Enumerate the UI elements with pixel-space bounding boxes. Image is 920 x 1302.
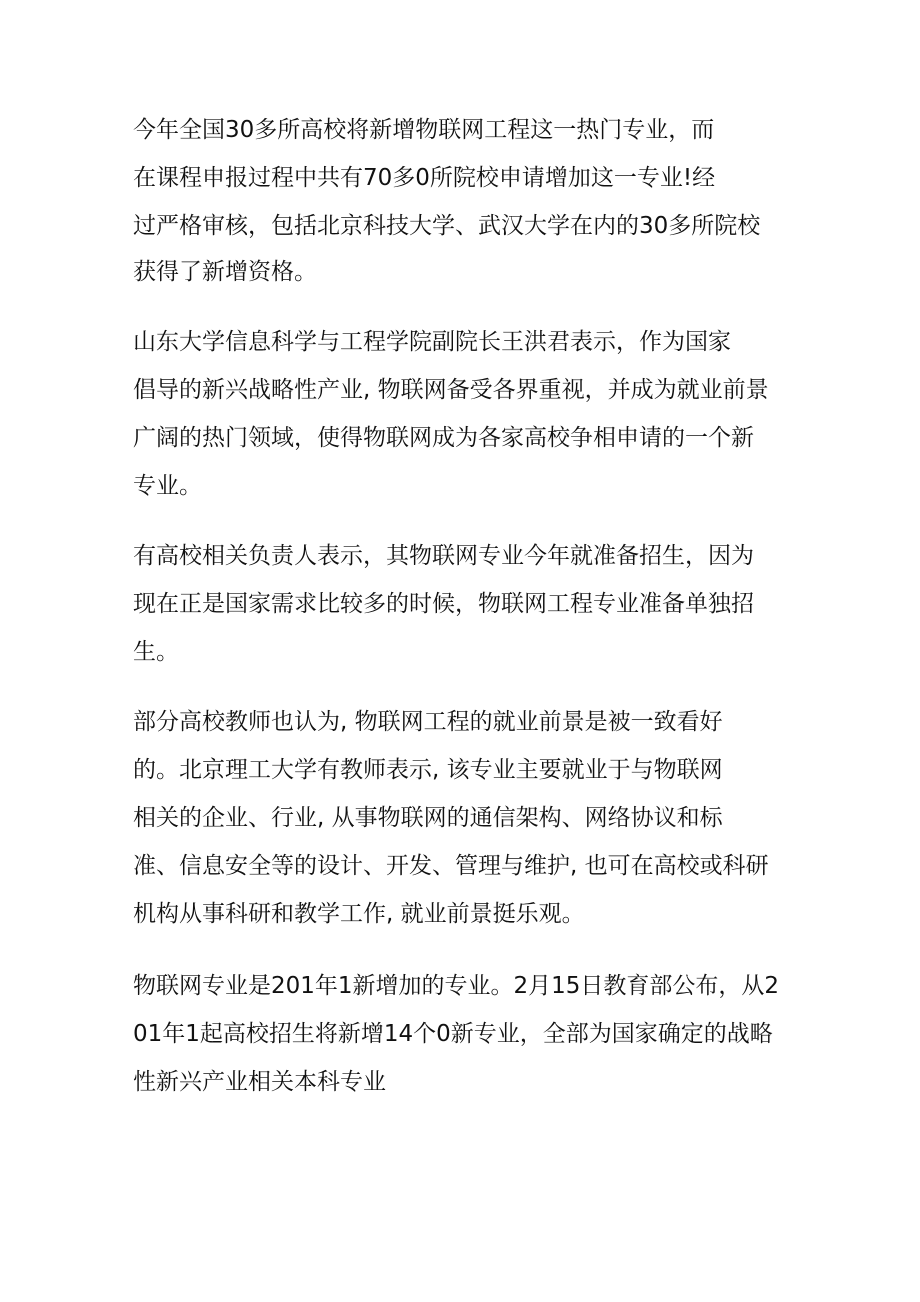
text-line: 有高校相关负责人表示，其物联网专业今年就准备招生，因为 xyxy=(133,543,754,569)
text-line: 现在正是国家需求比较多的时候，物联网工程专业准备单独招 xyxy=(133,591,754,617)
text-line: 的。北京理工大学有教师表示, 该专业主要就业于与物联网 xyxy=(133,757,723,783)
text-line: 获得了新增资格。 xyxy=(133,259,317,285)
text-line: 过严格审核，包括北京科技大学、武汉大学在内的30多所院校 xyxy=(133,213,761,239)
text-line: 01年1起高校招生将新增14个0新专业，全部为国家确定的战略 xyxy=(133,1021,773,1047)
text-line: 性新兴产业相关本科专业 xyxy=(133,1069,386,1095)
text-line: 机构从事科研和教学工作, 就业前景挺乐观。 xyxy=(133,901,585,927)
text-line: 部分高校教师也认为, 物联网工程的就业前景是被一致看好 xyxy=(133,709,723,735)
text-line: 准、信息安全等的设计、开发、管理与维护, 也可在高校或科研 xyxy=(133,853,769,879)
text-line: 生。 xyxy=(133,639,179,665)
text-line: 在课程申报过程中共有70多0所院校申请增加这一专业!经 xyxy=(133,165,716,191)
text-line: 今年全国30多所高校将新增物联网工程这一热门专业，而 xyxy=(133,117,715,143)
text-line: 物联网专业是201年1新增加的专业。2月15日教育部公布，从2 xyxy=(133,973,780,999)
text-line: 相关的企业、行业, 从事物联网的通信架构、网络协议和标 xyxy=(133,805,723,831)
text-line: 倡导的新兴战略性产业, 物联网备受各界重视，并成为就业前景 xyxy=(133,377,769,403)
text-line: 专业。 xyxy=(133,473,202,499)
text-line: 广阔的热门领域，使得物联网成为各家高校争相申请的一个新 xyxy=(133,425,754,451)
text-line: 山东大学信息科学与工程学院副院长王洪君表示，作为国家 xyxy=(133,329,731,355)
